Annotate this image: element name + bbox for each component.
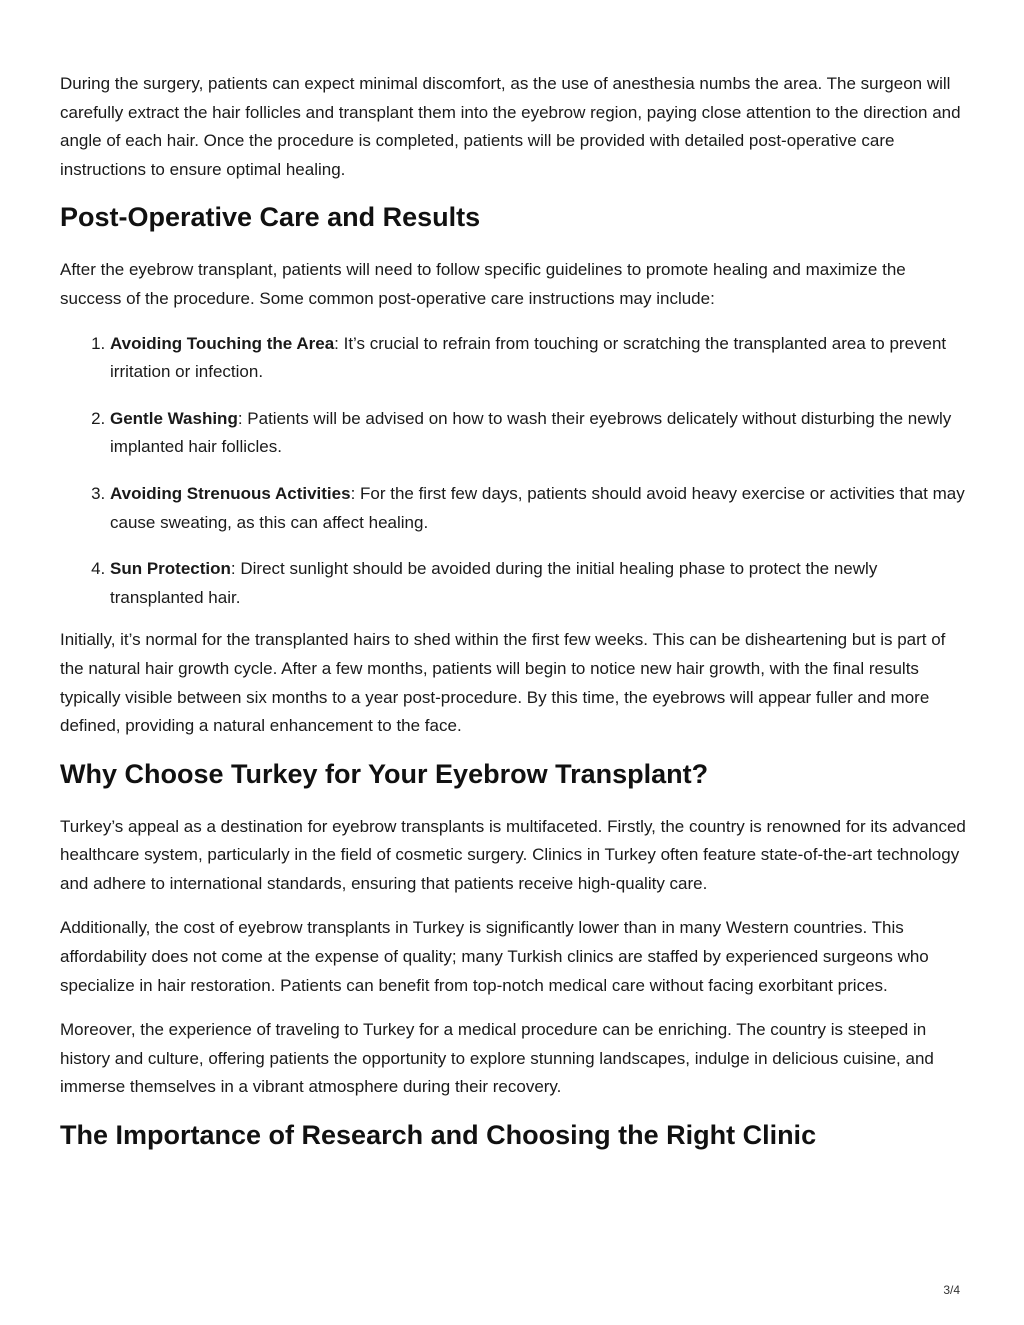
care-intro-paragraph: After the eyebrow transplant, patients will need to follow specific guidelines to promote healing and maximize the success of the procedure. Some common post-operative care instructions may include: [60, 260, 906, 308]
turkey-paragraph-2: Additionally, the cost of eyebrow transplants in Turkey is significantly lower than in many Western countries. This affordability does not come at the expense of quality; many Turkish clinics are staffed by experienced surgeons who specialize in hair restoration. Patients can benefit from top-notch medical care without facing exorbitant prices. [60, 918, 929, 995]
list-item-term: Avoiding Strenuous Activities [110, 483, 351, 503]
list-item [110, 480, 970, 537]
list-item [110, 555, 970, 612]
list-item-text: : It’s crucial to refrain from touching or scratching the transplanted area to prevent irritation or infection. [110, 333, 947, 382]
turkey-paragraph-1: Turkey’s appeal as a destination for eyebrow transplants is multifaceted. Firstly, the country is renowned for its advanced healthcare system, particularly in the field of cosmetic surgery. Clinics in Turkey often feature state-of-the-art technology and adhere to international standards, ensuring that patients receive high-quality care. [60, 816, 966, 893]
list-item-text: : Direct sunlight should be avoided during the initial healing phase to protect the newly transplanted hair. [110, 559, 878, 607]
heading-why-choose-turkey: Why Choose Turkey for Your Eyebrow Transplant? [60, 758, 709, 789]
list-item-term: Sun Protection [110, 559, 231, 579]
list-item [110, 330, 970, 387]
heading-post-operative-care: Post-Operative Care and Results [60, 202, 481, 233]
list-item-text: : For the first few days, patients should avoid heavy exercise or activities that may cause sweating, as this can affect healing. [110, 483, 965, 532]
care-instructions-list [60, 330, 970, 613]
list-item-term: Gentle Washing [110, 408, 238, 428]
page-number: 3/4 [943, 1283, 960, 1297]
turkey-paragraph-3: Moreover, the experience of traveling to Turkey for a medical procedure can be enriching. The country is steeped in history and culture, offering patients the opportunity to explore stunning landscapes, indulge in delicious cuisine, and immerse themselves in a vibrant atmosphere during their recovery. [60, 1020, 934, 1097]
list-item-term: Avoiding Touching the Area [110, 333, 335, 353]
document-page [60, 70, 970, 1174]
results-paragraph: Initially, it’s normal for the transplanted hairs to shed within the first few weeks. This can be disheartening but is part of the natural hair growth cycle. After a few months, patients will begin to notice new hair growth, with the final results typically visible between six months to a year post-procedure. By this time, the eyebrows will appear fuller and more defined, providing a natural enhancement to the face. [60, 630, 946, 736]
list-item-text: : Patients will be advised on how to wash their eyebrows delicately without disturbing the newly implanted hair follicles. [110, 408, 952, 457]
heading-research-clinic: The Importance of Research and Choosing the Right Clinic [60, 1120, 817, 1151]
list-item [110, 405, 970, 462]
intro-paragraph: During the surgery, patients can expect minimal discomfort, as the use of anesthesia numbs the area. The surgeon will carefully extract the hair follicles and transplant them into the eyebrow region, paying close attention to the direction and angle of each hair. Once the procedure is completed, patients will be provided with detailed post-operative care instructions to ensure optimal healing. [60, 74, 961, 179]
